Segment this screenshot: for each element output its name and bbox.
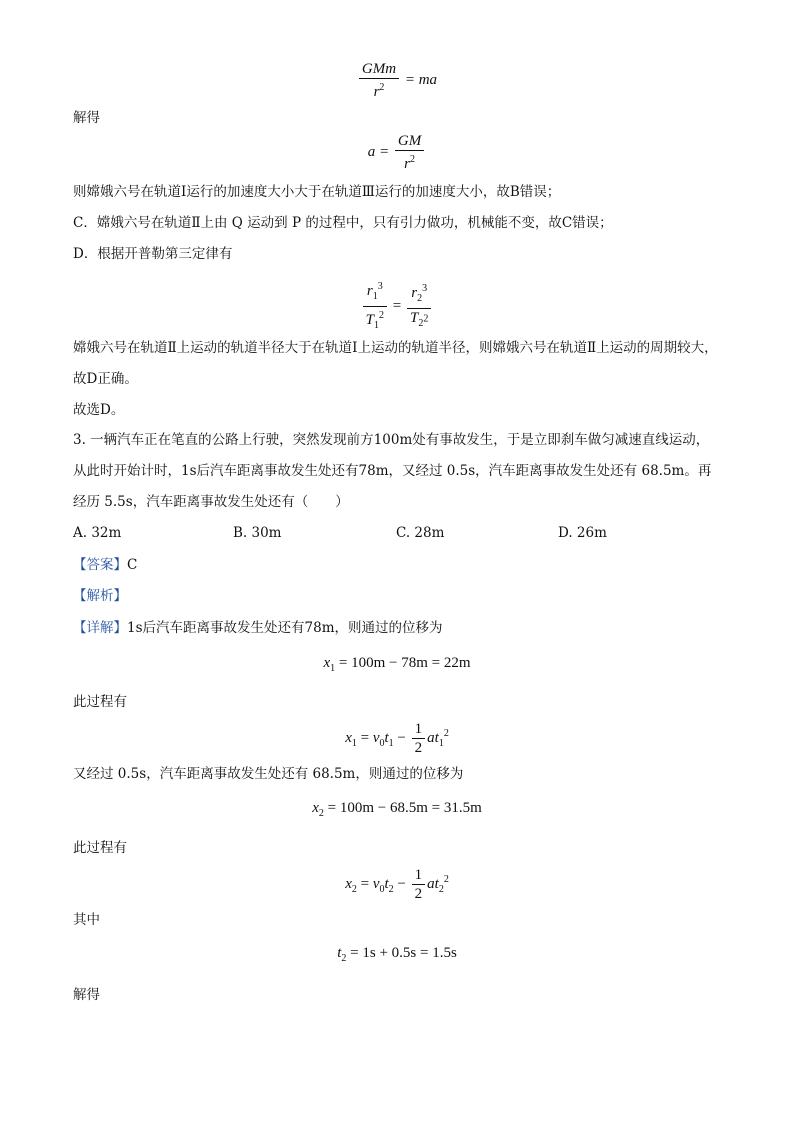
answer-line bbox=[73, 555, 137, 575]
fraction-r2-t2 bbox=[407, 280, 431, 333]
equation-rhs: = ma bbox=[404, 71, 438, 88]
den-r: r bbox=[404, 156, 410, 172]
fraction-numerator: $r_2^3$ bbox=[407, 280, 431, 309]
text-choose-d: 故选D。 bbox=[73, 402, 125, 418]
var-t2: $t_2$ bbox=[337, 945, 347, 964]
var-x1: $x_1$ bbox=[323, 655, 336, 674]
fraction-denominator: $T_1^2$ bbox=[365, 310, 385, 331]
fraction-numerator: GM bbox=[395, 132, 424, 151]
x2-calculation: = 100m − 68.5m = 31.5m bbox=[327, 800, 482, 816]
text-option-d-analysis: D．根据开普勒第三定律有 bbox=[73, 246, 233, 262]
fraction-numerator: $r_1^3$ bbox=[363, 278, 387, 307]
fraction-numerator: GMm bbox=[359, 60, 399, 79]
choice-c: C. 28m bbox=[396, 525, 445, 541]
analysis-tag: 【解析】 bbox=[73, 588, 127, 604]
fraction-denominator: $r^2$ bbox=[373, 82, 385, 100]
text-conclusion-b: 则嫦娥六号在轨道Ⅰ运行的加速度大小大于在轨道Ⅲ运行的加速度大小，故B错误； bbox=[73, 184, 561, 200]
answer-value: C bbox=[127, 557, 138, 573]
equation-acceleration bbox=[0, 132, 794, 173]
text-process-1: 此过程有 bbox=[73, 694, 127, 710]
choice-b: B. 30m bbox=[233, 525, 282, 541]
text-jiede-2: 解得 bbox=[73, 987, 100, 1003]
fraction-gm-r2 bbox=[395, 132, 424, 173]
equation-t2 bbox=[0, 945, 794, 964]
den-r: r bbox=[373, 84, 380, 100]
fraction-one-half: $\frac{1}{2}$ bbox=[412, 720, 426, 757]
fraction-one-half: $\frac{1}{2}$ bbox=[412, 866, 426, 903]
text-jiede-1: 解得 bbox=[73, 110, 100, 126]
equation-kepler-third-law bbox=[0, 278, 794, 335]
detail-line bbox=[73, 618, 443, 638]
equation-x1-displacement bbox=[0, 655, 794, 674]
fraction-denominator: $T_{2^2}$ bbox=[409, 310, 429, 329]
equation-gravity-newton bbox=[0, 60, 794, 101]
t2-calculation: = 1s + 0.5s = 1.5s bbox=[350, 945, 457, 961]
fraction-gmm-r2 bbox=[359, 60, 399, 101]
var-x2: $x_2$ bbox=[312, 800, 324, 819]
x1-calculation: = 100m − 78m = 22m bbox=[338, 655, 471, 671]
text-d-conclusion: 嫦娥六号在轨道Ⅱ上运动的轨道半径大于在轨道Ⅰ上运动的轨道半径，则嫦娥六号在轨道Ⅱ上运动的周期较大，故D正确。 bbox=[73, 340, 718, 387]
fraction-denominator: $r^2$ bbox=[404, 154, 415, 172]
text-again: 又经过 0.5s，汽车距离事故发生处还有 68.5m，则通过的位移为 bbox=[73, 766, 464, 782]
text-qizhong: 其中 bbox=[73, 912, 100, 928]
equation-x2-displacement bbox=[0, 800, 794, 819]
equation-x2-kinematics: $x_2 = v_0t_2$ − $\frac{1}{2}$ $at_2^2$ bbox=[345, 867, 449, 902]
equals-sign: = bbox=[392, 297, 402, 314]
question-3-choices bbox=[73, 525, 733, 545]
equation-lhs: a = bbox=[367, 143, 390, 160]
text-process-2: 此过程有 bbox=[73, 840, 127, 856]
answer-tag: 【答案】 bbox=[73, 557, 127, 573]
choice-a: A. 32m bbox=[73, 525, 122, 541]
detail-text: 1s后汽车距离事故发生处还有78m，则通过的位移为 bbox=[127, 620, 443, 636]
question-3-stem: 3. 一辆汽车正在笔直的公路上行驶，突然发现前方100m处有事故发生，于是立即刹车做匀减速直线运动，从此时开始计时，1s后汽车距离事故发生处还有78m，又经过 0.5s，汽车距离事故发生处还有 68.5m。再经历 5.5s，汽车距离事故发生处还有（ ） bbox=[73, 432, 712, 510]
equation-x1-kinematics: $x_1 = v_0t_1$ − $\frac{1}{2}$ $at_1^2$ bbox=[345, 721, 449, 756]
detail-tag: 【详解】 bbox=[73, 620, 127, 636]
fraction-r1-t1 bbox=[363, 278, 387, 335]
text-option-c-analysis: C．嫦娥六号在轨道Ⅱ上由 Q 运动到 P 的过程中，只有引力做功，机械能不变，故C错误； bbox=[73, 215, 613, 231]
choice-d: D. 26m bbox=[558, 525, 607, 541]
